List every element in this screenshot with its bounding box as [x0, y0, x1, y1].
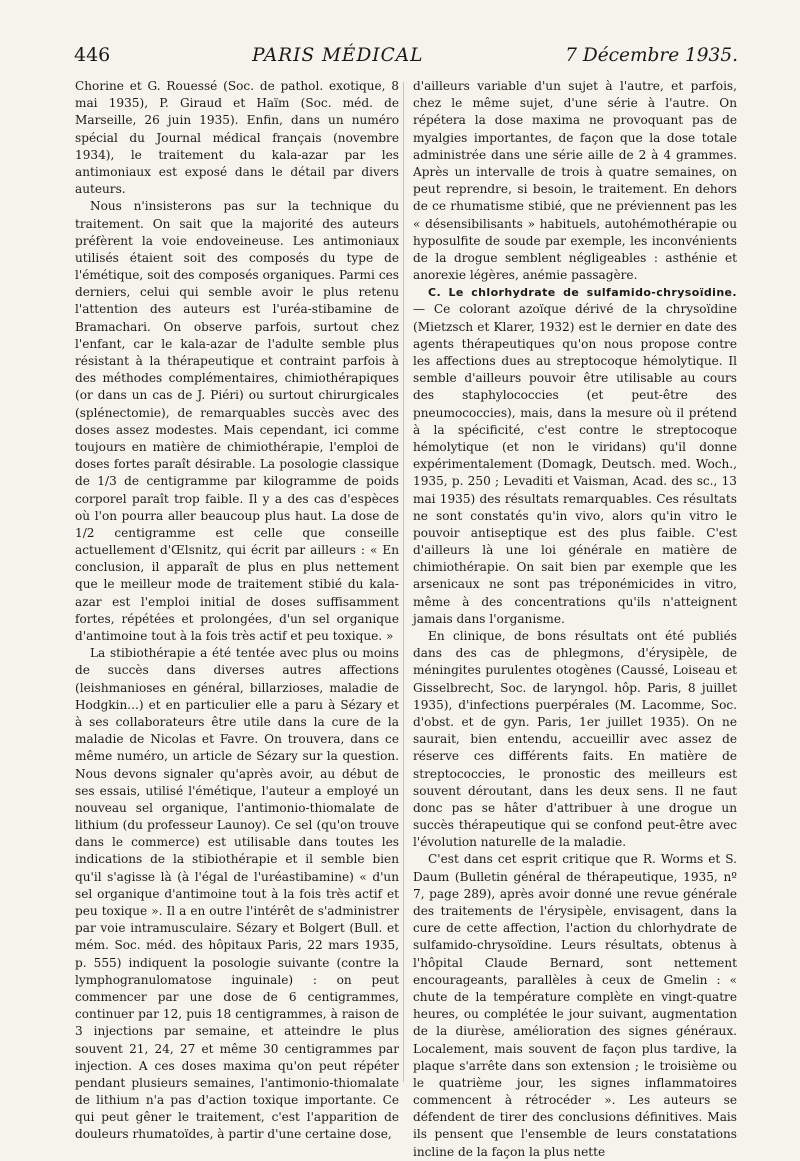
paragraph: La stibiothérapie a été tentée avec plus ou moins de succès dans diverses autres affections (leishmanioses en général, billarzioses, maladie de Hodgkin...) et en particulier elle a paru à Sézary et à ses collaborateurs être utile dans la cure de la maladie de Nicolas et Favre. On trouvera, dans ce même numéro, un article de Sézary sur la question. Nous devons signaler qu'après avoir, au début de ses essais, utilisé l'émétique, l'auteur a employé un nouveau sel organique, l'antimonio-thiomalate de lithium (du professeur Launoy). Ce sel (qu'on trouve dans le commerce) est utilisable dans toutes les indications de la stibiothérapie et il semble bien qu'il s'agisse là (à l'égal de l'uréastibamine) « d'un sel organique d'antimoine tout à la fois très actif et peu toxique ». Il a en outre l'intérêt de s'administrer par voie intramusculaire. Sézary et Bolgert (Bull. et mém. Soc. méd. des hôpitaux Paris, 22 mars 1935, p. 555) indiquent la posologie suivante (contre la lymphogranulomatose inguinale) : on peut commencer par une dose de 6 centigrammes, continuer par 12, puis 18 centigrammes, à raison de 3 injections par semaine, et atteindre le plus souvent 21, 24, 27 et même 30 centigrammes par injection. A ces doses maxima qu'on peut répéter pendant plusieurs semaines, l'antimonio-thiomalate de lithium n'a pas d'action toxique importante. Ce qui peut gêner le traitement, c'est l'apparition de douleurs rhumatoïdes, à partir d'une certaine dose, — [75, 646, 399, 1142]
section-heading: C. Le chlorhydrate de sulfamido-chrysoïdine. — [428, 286, 737, 300]
section-paragraph — [413, 284, 737, 628]
issue-date: 7 Décembre 1935. — [565, 45, 738, 66]
paragraph: En clinique, de bons résultats ont été publiés dans des cas de phlegmons, d'érysipèle, de méningites purulentes otogènes (Caussé, Loiseau et Gisselbrecht, Soc. de laryngol. hôp. Paris, 8 juillet 1935), d'infections puerpérales (M. Lacomme, Soc. d'obst. et de gyn. Paris, 1er juillet 1935). On ne saurait, bien entendu, accueillir avec assez de réserve ces différents faits. En matière de streptococcies, le pronostic des meilleurs est souvent déroutant, dans les deux sens. Il ne faut donc pas se hâter d'attribuer à une drogue un succès thérapeutique qui se confond peut-être avec l'évolution naturelle de la maladie. — [413, 629, 737, 850]
right-column — [413, 78, 737, 1161]
column-divider — [403, 82, 404, 1082]
section-body: — Ce colorant azoïque dérivé de la chrysoïdine (Mietzsch et Klarer, 1932) est le dernier en date des agents thérapeutiques qu'on nous propose contre les affections dues au streptocoque hémolytique. Il semble d'ailleurs pouvoir être utilisable au cours des staphylococcies (et peut-être des pneumococcies), mais, dans la mesure où il prétend à la spécificité, c'est contre le streptocoque hémolytique (et non le viridans) qu'il donne expérimentalement (Domagk, Deutsch. med. Woch., 1935, p. 250 ; Levaditi et Vaisman, Acad. des sc., 13 mai 1935) des résultats remarquables. Ces résultats ne sont constatés qu'in vivo, alors qu'in vitro le pouvoir antiseptique est des plus faible. C'est d'ailleurs là une loi générale en matière de chimiothérapie. On sait bien par exemple que les arsenicaux ne sont pas tréponémicides in vitro, même à des concentrations qu'ils n'atteignent jamais dans l'organisme. — [413, 302, 737, 626]
paragraph: Nous n'insisterons pas sur la technique du traitement. On sait que la majorité des auteurs préfèrent la voie endoveineuse. Les antimoniaux utilisés étaient soit des composés du type de l'émétique, soit des composés organiques. Parmi ces derniers, celui qui semble avoir le plus retenu l'attention des auteurs est l'uréa-stibamine de Bramachari. On observe parfois, surtout chez l'enfant, car le kala-azar de l'adulte semble plus résistant à la thérapeutique et contraint parfois à des méthodes complémentaires, chimiothérapiques (or dans un cas de J. Piéri) ou surtout chirurgicales (splénectomie), de remarquables succès avec des doses assez modestes. Mais cependant, ici comme toujours en matière de chimiothérapie, l'emploi de doses fortes paraît désirable. La posologie classique de 1/3 de centigramme par kilogramme de poids corporel paraît trop faible. Il y a des cas d'espèces où l'on pourra aller beaucoup plus haut. La dose de 1/2 centigramme est celle que conseille actuellement d'Œlsnitz, qui écrit par ailleurs : « En conclusion, il apparaît de plus en plus nettement que le meilleur mode de traitement stibié du kala-azar est l'emploi initial de doses suffisamment fortes, répétées et prolongées, d'un sel organique d'antimoine tout à la fois très actif et peu toxique. » — [75, 199, 399, 643]
paragraph: d'ailleurs variable d'un sujet à l'autre, et parfois, chez le même sujet, d'une série à l'autre. On répétera la dose maxima ne provoquant pas de myalgies importantes, de façon que la dose totale administrée dans une série aille de 2 à 4 grammes. Après un intervalle de trois à quatre semaines, on peut reprendre, si besoin, le traitement. En dehors de ce rhumatisme stibié, que ne préviennent pas les « désensibilisants » habituels, autohémothérapie ou hyposulfite de soude par exemple, les inconvénients de la drogue semblent négligeables : asthénie et anorexie légères, anémie passagère. — [413, 79, 737, 283]
left-column — [75, 78, 399, 1144]
page-number: 446 — [74, 44, 111, 66]
paragraph: C'est dans cet esprit critique que R. Worms et S. Daum (Bulletin général de thérapeutique, 1935, nº 7, page 289), après avoir donné une revue générale des traitements de l'érysipèle, envisagent, dans la cure de cette affection, l'action du chlorhydrate de sulfamido-chrysoïdine. Leurs résultats, obtenus à l'hôpital Claude Bernard, sont nettement encourageants, parallèles à ceux de Gmelin : « chute de la température complète en vingt-quatre heures, ou complétée le jour suivant, augmentation de la diurèse, amélioration des signes généraux. Localement, mais souvent de façon plus tardive, la plaque s'arrête dans son extension ; le troisième ou le quatrième jour, les signes inflammatoires commencent à rétrocéder ». Les auteurs se défendent de tirer des conclusions définitives. Mais ils pensent que l'ensemble de leurs constatations incline de la façon la plus nette — [413, 852, 737, 1159]
paragraph: Chorine et G. Rouessé (Soc. de pathol. exotique, 8 mai 1935), P. Giraud et Haïm (Soc. méd. de Marseille, 26 juin 1935). Enfin, dans un numéro spécial du Journal médical français (novembre 1934), le traitement du kala-azar par les antimoniaux est exposé dans le détail par divers auteurs. — [75, 79, 399, 197]
running-header — [74, 44, 738, 74]
journal-title: PARIS MÉDICAL — [252, 45, 424, 66]
